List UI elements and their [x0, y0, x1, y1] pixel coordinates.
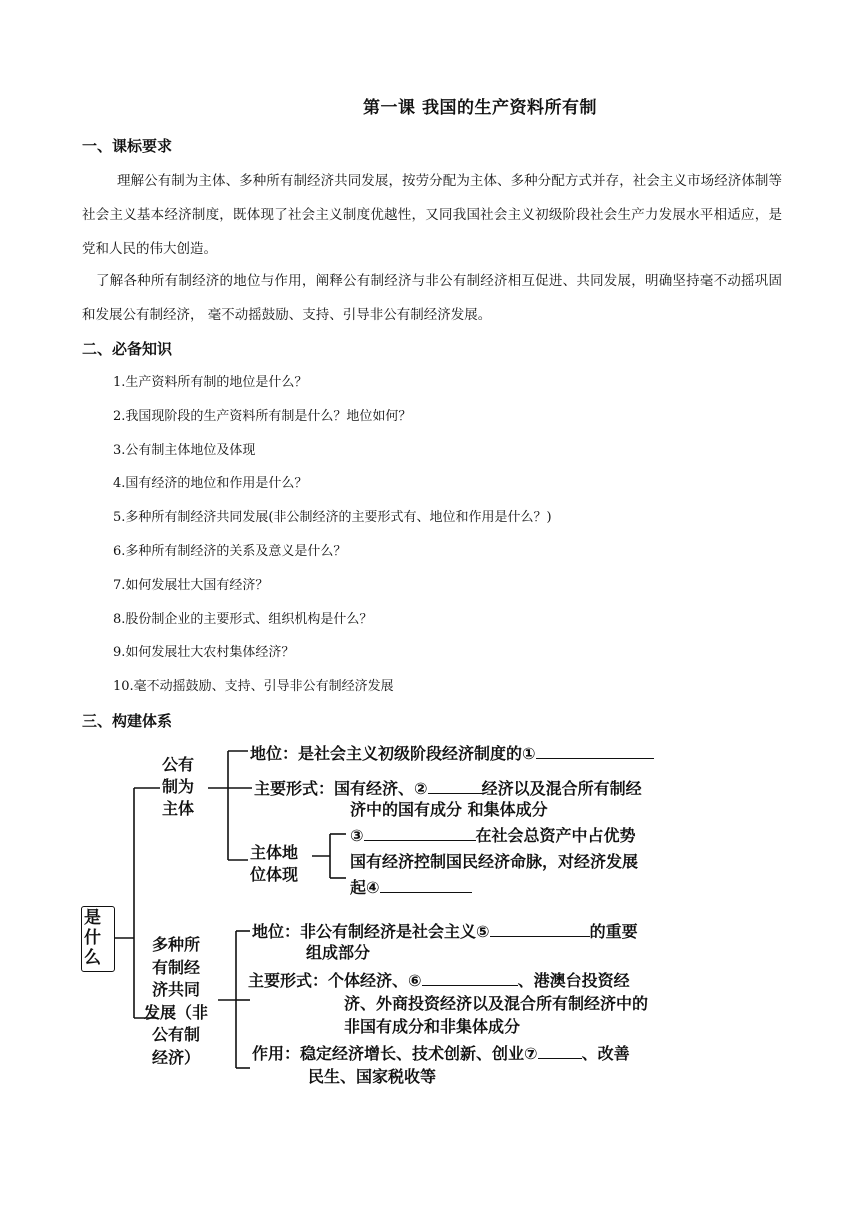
non-public-forms-line-2: 济、外商投资经济以及混合所有制经济中的 [344, 994, 649, 1013]
answer-blank-3 [364, 824, 476, 841]
non-public-forms-line-1: 主要形式：个体经济、⑥ 、港澳台投资经 [248, 971, 630, 990]
root-label: 是 什 么 [84, 908, 101, 968]
dominance-line-3: 起④ [350, 876, 472, 899]
section-heading-structure: 三、构建体系 [82, 712, 173, 730]
requirement-paragraph-2: 了解各种所有制经济的地位与作用，阐释公有制经济与非公有制经济相互促进、共同发展，明确坚持毫不动摇巩固和发展公有制经济， 毫不动摇鼓励、支持、引导非公有制经济发展。 [82, 273, 782, 323]
non-public-label: 多种所 有制经 济共同 发展（非 公有制 经济） [144, 935, 209, 1067]
public-forms-line-2: 济中的国有成分 和集体成分 [350, 800, 548, 819]
list-item: 7.如何发展壮大国有经济？ [113, 577, 269, 593]
answer-blank-6 [422, 969, 518, 986]
list-item: 2.我国现阶段的生产资料所有制是什么？地位如何？ [113, 408, 412, 424]
list-item: 3.公有制主体地位及体现 [113, 442, 256, 458]
list-item: 6.多种所有制经济的关系及意义是什么？ [113, 543, 347, 559]
list-item: 9.如何发展壮大农村集体经济？ [113, 645, 295, 661]
non-public-status-line-1: 地位：非公有制经济是社会主义⑤ 的重要 [252, 922, 638, 941]
list-item: 5.多种所有制经济共同发展(非公制经济的主要形式有、地位和作用是什么？) [113, 510, 552, 526]
section-heading-requirements: 一、课标要求 [82, 137, 173, 155]
answer-blank-2 [428, 777, 482, 794]
dominance-line-1: ③ 在社会总资产中占优势 [350, 826, 636, 845]
list-item: 1.生产资料所有制的地位是什么？ [113, 375, 308, 390]
list-item: 4.国有经济的地位和作用是什么？ [113, 476, 308, 492]
non-public-forms-line-3: 非国有成分和非集体成分 [344, 1017, 521, 1036]
non-public-role-line-1: 作用：稳定经济增长、技术创新、创业⑦ 、改善 [252, 1044, 630, 1063]
non-public-role-line-2: 民生、国家税收等 [308, 1067, 437, 1086]
list-item: 8.股份制企业的主要形式、组织机构是什么？ [113, 611, 373, 627]
answer-blank-1 [536, 742, 654, 759]
structure-diagram [78, 738, 758, 1098]
non-public-status-line-2: 组成部分 [306, 943, 371, 962]
list-item: 10.毫不动摇鼓励、支持、引导非公有制经济发展 [113, 679, 394, 695]
public-status-text: 地位：是社会主义初级阶段经济制度的① [250, 742, 654, 765]
answer-blank-4 [380, 876, 472, 893]
answer-blank-5 [490, 920, 590, 937]
page-title: 第一课 我国的生产资料所有制 [363, 98, 597, 118]
knowledge-list [113, 366, 552, 704]
dominance-line-2: 国有经济控制国民经济命脉，对经济发展 [350, 852, 639, 871]
public-ownership-label: 公有 制为 主体 [162, 755, 195, 818]
dominance-label: 主体地 位体现 [250, 843, 299, 884]
answer-blank-7 [538, 1042, 582, 1059]
section-heading-knowledge: 二、必备知识 [82, 340, 173, 358]
requirement-paragraph-1: 理解公有制为主体、多种所有制经济共同发展，按劳分配为主体、多种分配方式并存，社会主义市场经济体制等社会主义基本经济制度，既体现了社会主义制度优越性，又同我国社会主义初级阶段社会生产力发展水平相适应，是党和人民的伟大创造。 [82, 173, 782, 257]
public-forms-line-1: 主要形式：国有经济、② 经济以及混合所有制经 [254, 779, 642, 798]
